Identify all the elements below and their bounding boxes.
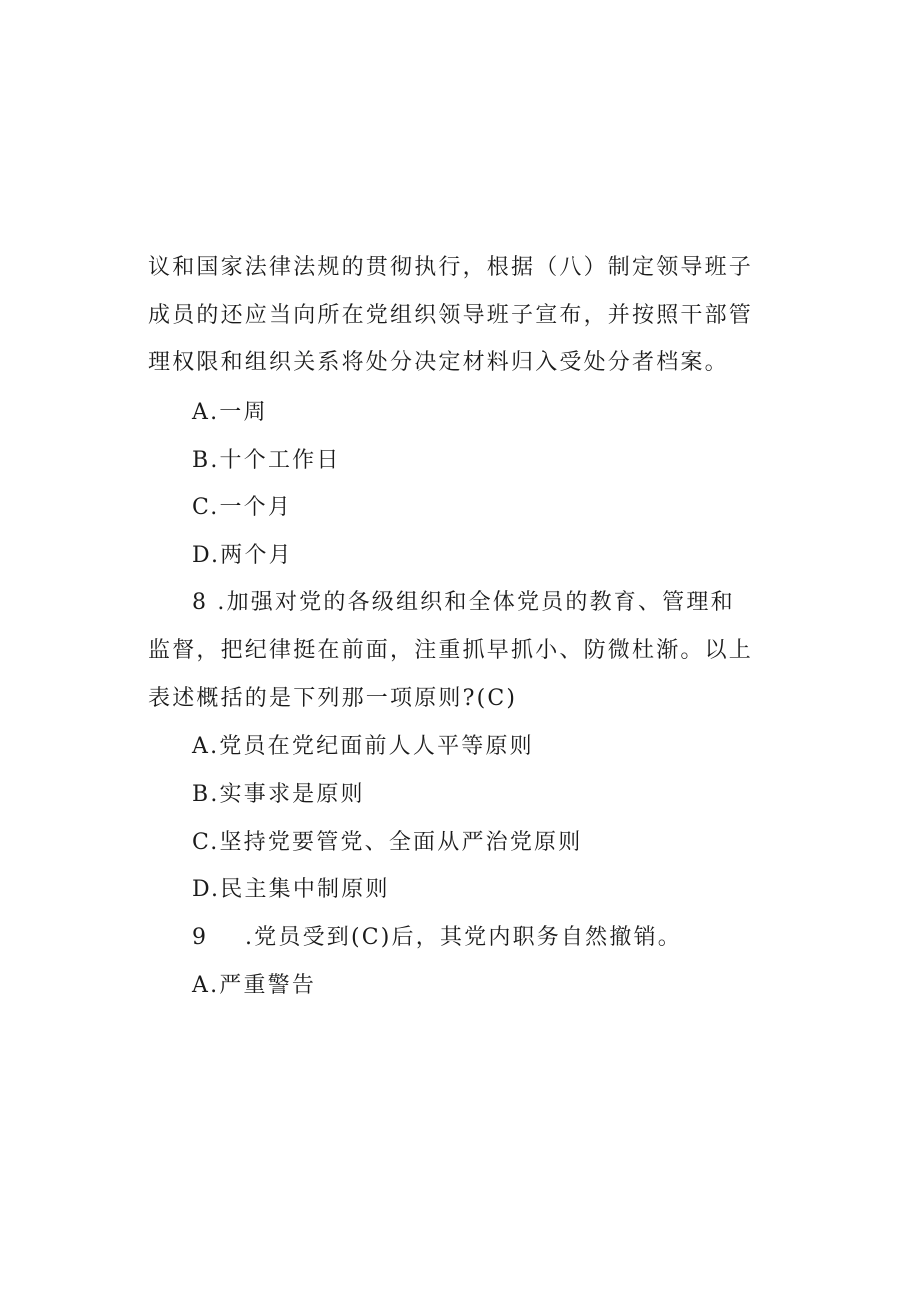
q7-continued-line-2: 成员的还应当向所在党组织领导班子宣布，并按照干部管 (148, 303, 754, 328)
q8-line-3: 表述概括的是下列那一项原则?(C) (148, 686, 518, 711)
q7-option-b: B.十个工作日 (192, 448, 341, 473)
q8-line-2: 监督，把纪律挺在前面，注重抓早抓小、防微杜渐。以上 (148, 638, 754, 663)
q7-option-c: C.一个月 (192, 495, 293, 520)
q9-option-a: A.严重警告 (192, 973, 317, 998)
q7-continued-line-3: 理权限和组织关系将处分决定材料归入受处分者档案。 (148, 350, 729, 375)
q7-option-a: A.一周 (192, 400, 268, 425)
q8-option-a: A.党员在党纪面前人人平等原则 (192, 734, 534, 759)
q8-line-1: 8 .加强对党的各级组织和全体党员的教育、管理和 (192, 590, 735, 615)
q8-option-d: D.民主集中制原则 (192, 877, 390, 902)
q8-option-c: C.坚持党要管党、全面从严治党原则 (192, 830, 583, 855)
q9-line-1: 9 .党员受到(C)后，其党内职务自然撤销。 (192, 925, 682, 950)
q8-option-b: B.实事求是原则 (192, 782, 365, 807)
q7-continued-line-1: 议和国家法律法规的贯彻执行，根据（八）制定领导班子 (148, 255, 754, 280)
q7-option-d: D.两个月 (192, 543, 293, 568)
